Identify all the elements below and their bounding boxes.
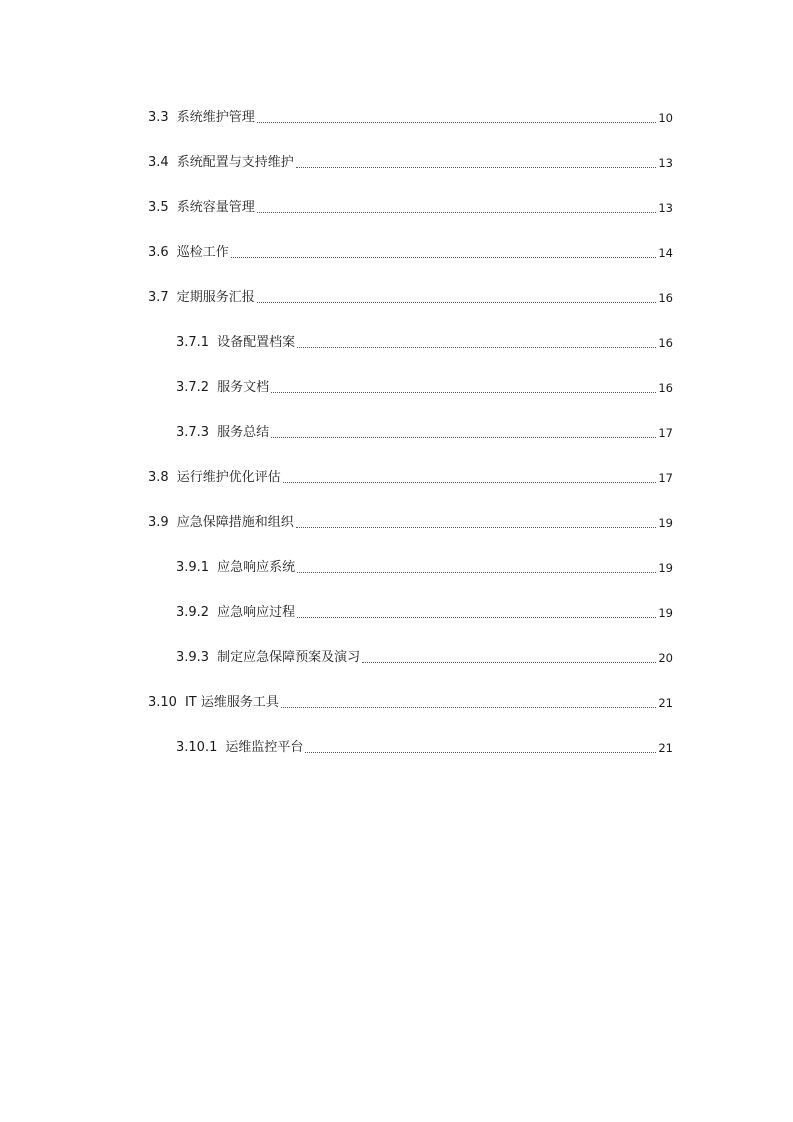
toc-entry-title: 定期服务汇报 bbox=[176, 290, 255, 305]
toc-entry-page: 19 bbox=[658, 561, 673, 575]
toc-entry-title: 应急响应系统 bbox=[217, 560, 296, 575]
toc-entry-page: 20 bbox=[658, 651, 673, 665]
toc-entry-page: 10 bbox=[658, 111, 673, 125]
toc-entry-page: 14 bbox=[658, 246, 673, 260]
toc-entry[interactable] bbox=[148, 738, 673, 783]
toc-entry-title: 系统维护管理 bbox=[176, 110, 255, 125]
toc-entry-page: 16 bbox=[658, 381, 673, 395]
toc-entry-page: 21 bbox=[658, 741, 673, 755]
toc-entry-number: 3.3 bbox=[148, 110, 169, 125]
toc-entry-number: 3.9 bbox=[148, 515, 169, 530]
toc-entry-title: 系统容量管理 bbox=[176, 200, 255, 215]
toc-entry-page: 16 bbox=[658, 291, 673, 305]
toc-dot-leader bbox=[257, 198, 657, 213]
toc-entry-number: 3.6 bbox=[148, 245, 169, 260]
toc-entry[interactable] bbox=[148, 513, 673, 558]
toc-dot-leader bbox=[281, 693, 656, 708]
toc-dot-leader bbox=[271, 378, 656, 393]
toc-dot-leader bbox=[297, 558, 656, 573]
toc-entry-page: 17 bbox=[658, 471, 673, 485]
toc-entry-number: 3.9.3 bbox=[176, 650, 210, 665]
toc-entry-page: 13 bbox=[658, 201, 673, 215]
toc-dot-leader bbox=[283, 468, 657, 483]
toc-entry-title: 应急保障措施和组织 bbox=[176, 515, 294, 530]
toc-entry-number: 3.9.1 bbox=[176, 560, 210, 575]
toc-entry-number: 3.8 bbox=[148, 470, 169, 485]
toc-entry-page: 17 bbox=[658, 426, 673, 440]
toc-entry[interactable] bbox=[148, 603, 673, 648]
toc-entry-page: 19 bbox=[658, 516, 673, 530]
toc-entry-page: 13 bbox=[658, 156, 673, 170]
toc-dot-leader bbox=[231, 243, 657, 258]
toc-entry-title: 运行维护优化评估 bbox=[176, 470, 281, 485]
toc-entry-title: 巡检工作 bbox=[176, 245, 229, 260]
toc-entry-number: 3.7.1 bbox=[176, 335, 210, 350]
toc-entry-number: 3.10.1 bbox=[176, 740, 218, 755]
toc-entry-number: 3.4 bbox=[148, 155, 169, 170]
toc-entry-title: 运维监控平台 bbox=[225, 740, 304, 755]
toc-entry[interactable] bbox=[148, 243, 673, 288]
toc-dot-leader bbox=[362, 648, 656, 663]
toc-dot-leader bbox=[297, 333, 656, 348]
toc-entry-title: 设备配置档案 bbox=[217, 335, 296, 350]
toc-entry-title: 应急响应过程 bbox=[217, 605, 296, 620]
toc-entry-title: 服务总结 bbox=[217, 425, 270, 440]
toc-dot-leader bbox=[271, 423, 656, 438]
toc-entry[interactable] bbox=[148, 108, 673, 153]
toc-entry-page: 16 bbox=[658, 336, 673, 350]
toc-entry-number: 3.9.2 bbox=[176, 605, 210, 620]
toc-entry[interactable] bbox=[148, 558, 673, 603]
toc-entry-number: 3.7.3 bbox=[176, 425, 210, 440]
table-of-contents bbox=[148, 108, 673, 783]
toc-entry[interactable] bbox=[148, 693, 673, 738]
toc-dot-leader bbox=[257, 288, 657, 303]
toc-entry[interactable] bbox=[148, 333, 673, 378]
toc-entry-number: 3.7 bbox=[148, 290, 169, 305]
toc-dot-leader bbox=[296, 513, 657, 528]
toc-entry-title: IT 运维服务工具 bbox=[184, 695, 279, 710]
toc-entry-title: 制定应急保障预案及演习 bbox=[217, 650, 361, 665]
toc-entry[interactable] bbox=[148, 423, 673, 468]
toc-entry-number: 3.5 bbox=[148, 200, 169, 215]
toc-entry-number: 3.7.2 bbox=[176, 380, 210, 395]
toc-entry[interactable] bbox=[148, 648, 673, 693]
toc-entry-page: 21 bbox=[658, 696, 673, 710]
toc-entry[interactable] bbox=[148, 468, 673, 513]
toc-dot-leader bbox=[296, 153, 657, 168]
toc-entry[interactable] bbox=[148, 198, 673, 243]
toc-entry[interactable] bbox=[148, 153, 673, 198]
toc-entry-number: 3.10 bbox=[148, 695, 177, 710]
toc-entry-title: 系统配置与支持维护 bbox=[176, 155, 294, 170]
toc-dot-leader bbox=[297, 603, 656, 618]
toc-entry-page: 19 bbox=[658, 606, 673, 620]
toc-entry-title: 服务文档 bbox=[217, 380, 270, 395]
toc-entry[interactable] bbox=[148, 378, 673, 423]
toc-entry[interactable] bbox=[148, 288, 673, 333]
toc-dot-leader bbox=[257, 108, 657, 123]
toc-dot-leader bbox=[305, 738, 656, 753]
